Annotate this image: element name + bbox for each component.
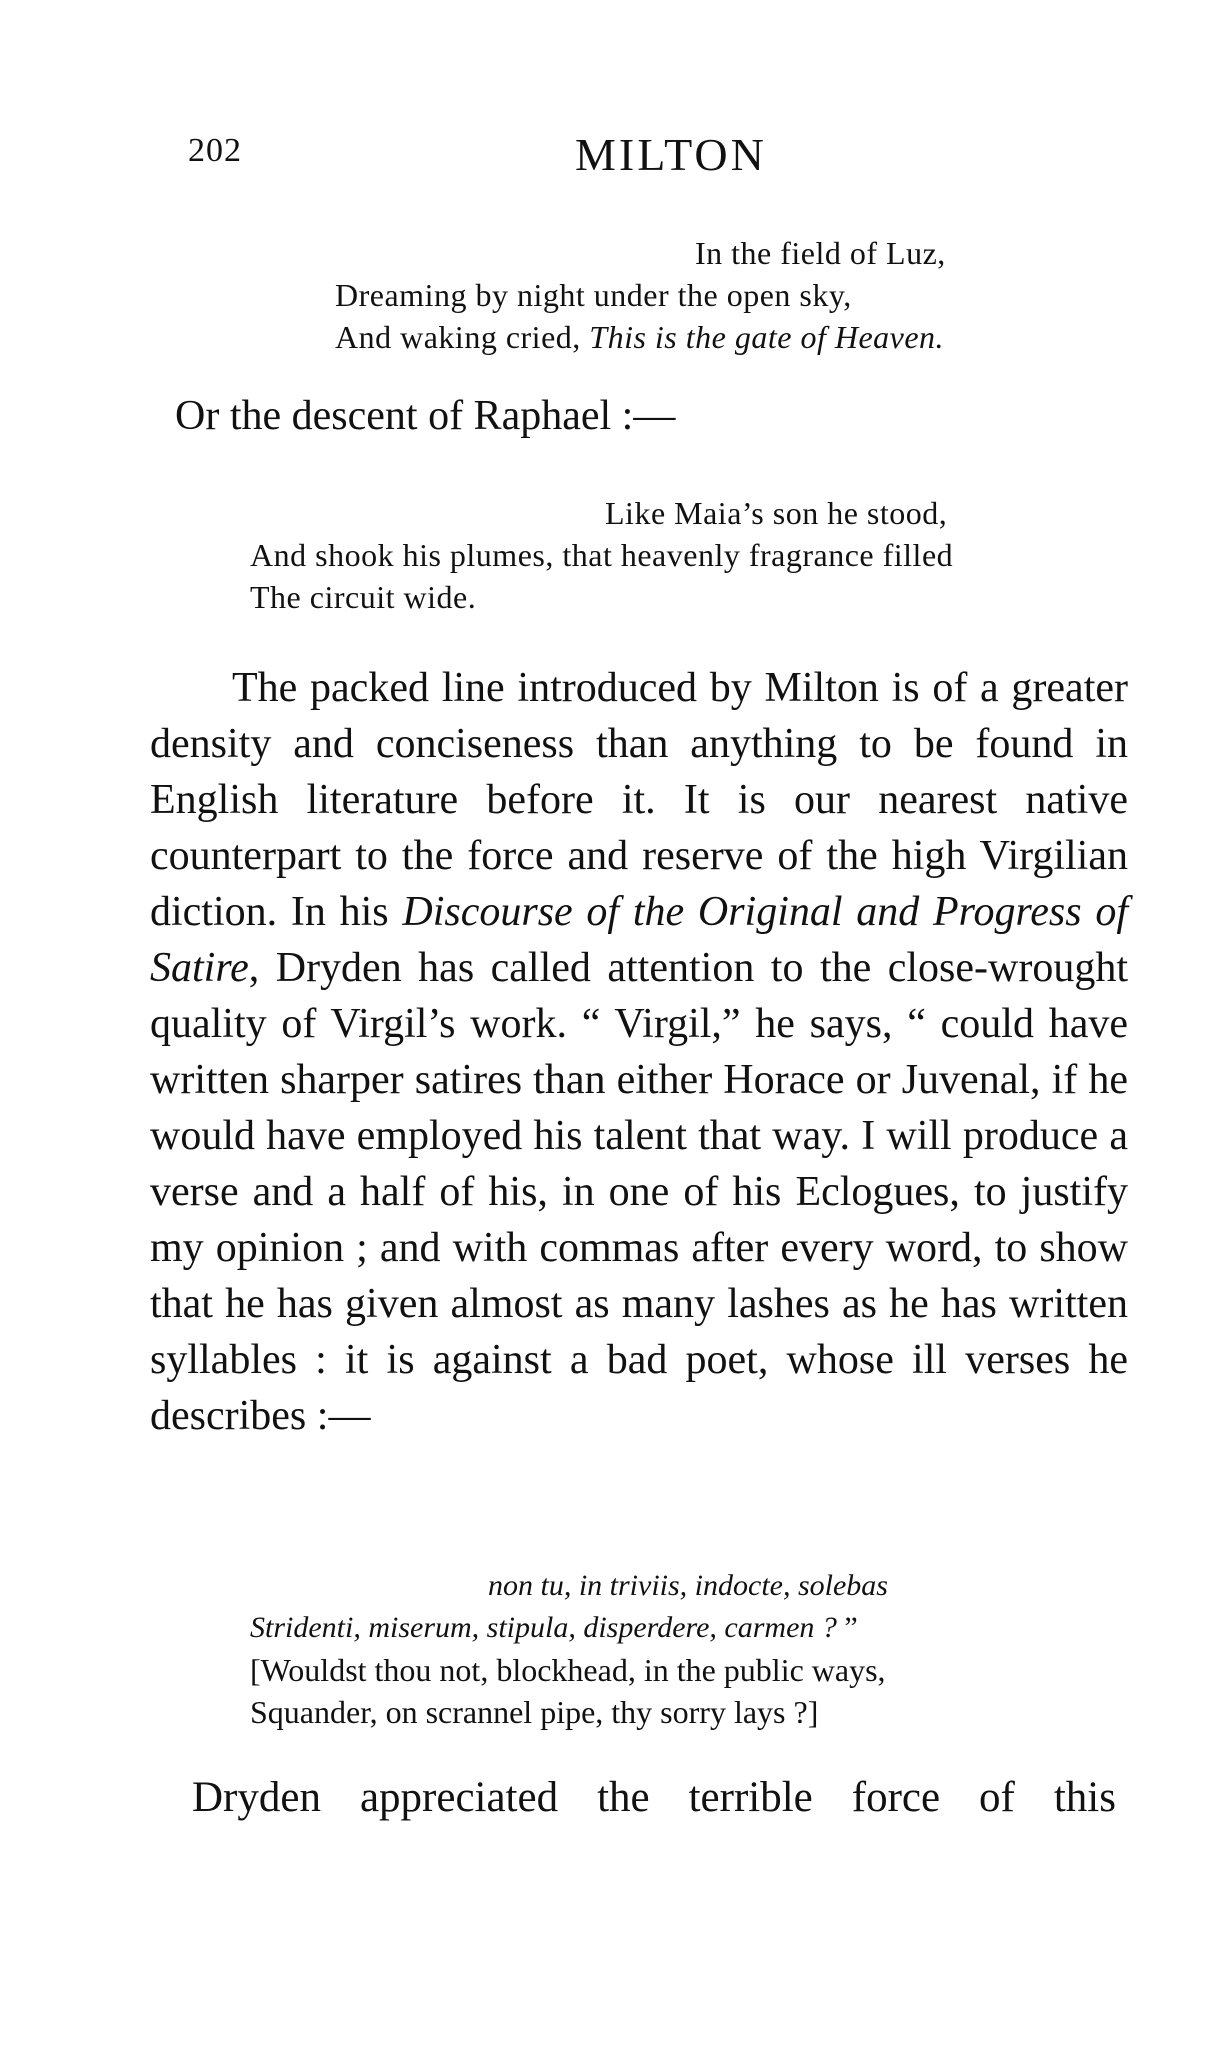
paragraph-text bbox=[150, 660, 1128, 1444]
running-head: MILTON bbox=[575, 129, 767, 180]
book-title: Discourse of the Original and Progress of Satire bbox=[150, 889, 1128, 991]
paragraph-segment: , Dryden has called attention to the close-wrought quality of Virgil’s work. “ Virgil,” he says, “ could have written sharper satires than either Horace or Juvenal, if he would have employed his talent that way. I will produce a verse and a half of his, in one of his Eclogues, to justify my opinion ; and with commas after every word, to show that he has given almost as many lashes as he has written syllables : it is against a bad poet, whose ill verses he describes :— bbox=[150, 945, 1128, 1439]
page-header bbox=[0, 128, 1232, 188]
latin-line bbox=[250, 1607, 888, 1649]
closing-quote: ” bbox=[836, 1611, 858, 1644]
translation-line: Squander, on scrannel pipe, thy sorry lays ?] bbox=[250, 1694, 819, 1730]
paragraph-segment: The packed line introduced by Milton is of a greater density and conciseness than anything to be found in English literature before it. It is our nearest native counterpart to the force and reserve of the high Virgilian diction. In his bbox=[150, 665, 1128, 935]
lead-in-line: Or the descent of Raphael :— bbox=[175, 393, 676, 439]
verse-line: And shook his plumes, that heavenly fragrance filled bbox=[250, 537, 954, 573]
verse-text: And waking cried, bbox=[335, 319, 590, 355]
latin-line: non tu, in triviis, indocte, solebas bbox=[488, 1569, 888, 1602]
latin-quote bbox=[250, 1565, 888, 1733]
page-number: 202 bbox=[188, 132, 242, 169]
final-line: Dryden appreciated the terrible force of this bbox=[192, 1774, 1116, 1821]
verse-line: Like Maia’s son he stood, bbox=[605, 495, 948, 531]
main-paragraph bbox=[150, 660, 1128, 1444]
latin-italic-text: Stridenti, miserum, stipula, disperdere, carmen ? bbox=[250, 1611, 837, 1644]
verse-quote-luz bbox=[335, 232, 946, 358]
verse-line bbox=[335, 316, 946, 358]
verse-line: Dreaming by night under the open sky, bbox=[335, 277, 852, 313]
verse-line: The circuit wide. bbox=[250, 579, 477, 615]
verse-line: In the field of Luz, bbox=[695, 235, 946, 271]
verse-quote-raphael bbox=[250, 492, 953, 618]
verse-italic-text: This is the gate of Heaven. bbox=[589, 319, 945, 355]
translation-line: [Wouldst thou not, blockhead, in the public ways, bbox=[250, 1652, 886, 1688]
